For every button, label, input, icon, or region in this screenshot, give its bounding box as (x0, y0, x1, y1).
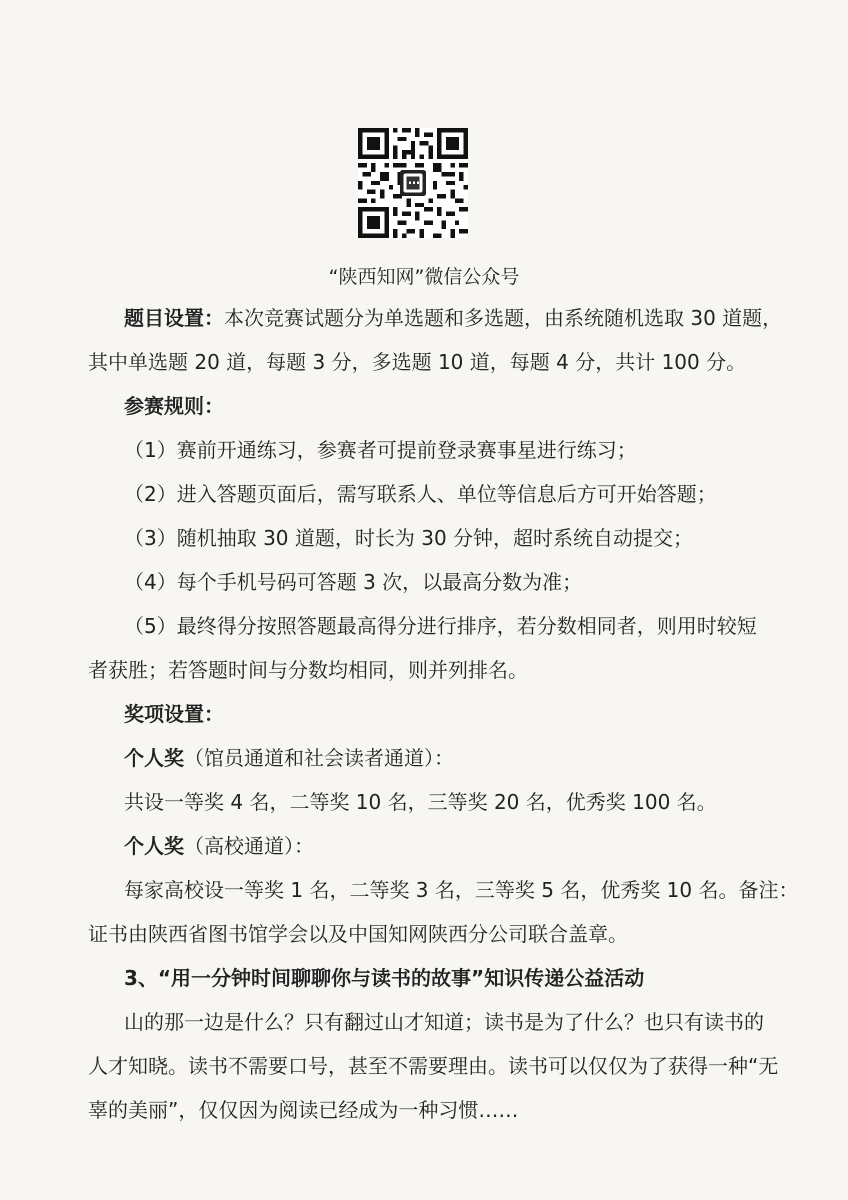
awards-heading: 奖项设置： (124, 702, 224, 726)
topic-setting-text: 本次竞赛试题分为单选题和多选题，由系统随机选取 30 道题， (224, 306, 783, 330)
qr-caption: “陕西知网”微信公众号 (328, 266, 520, 288)
rule-5-line-2: 者获胜；若答题时间与分数均相同，则并列排名。 (88, 658, 528, 682)
rule-2: （2）进入答题页面后，需写联系人、单位等信息后方可开始答题； (124, 482, 717, 506)
personal-award-channel: （馆员通道和社会读者通道）： (184, 746, 454, 770)
rule-4: （4）每个手机号码可答题 3 次，以最高分数为准； (124, 570, 583, 594)
personal-award-university-detail-1: 每家高校设一等奖 1 名，二等奖 3 名，三等奖 5 名，优秀奖 10 名。备注： (124, 878, 799, 902)
personal-award-label: 个人奖 (124, 746, 184, 770)
topic-setting-label: 题目设置： (124, 306, 224, 330)
rule-1: （1）赛前开通练习，参赛者可提前登录赛事星进行练习； (124, 438, 637, 462)
personal-award-label: 个人奖 (124, 834, 184, 858)
rule-3: （3）随机抽取 30 道题，时长为 30 分钟，超时系统自动提交； (124, 526, 694, 550)
section-3-paragraph-line-1: 山的那一边是什么？只有翻过山才知道；读书是为了什么？也只有读书的 (124, 1010, 764, 1034)
personal-award-university-heading (124, 832, 314, 860)
personal-award-general-heading (124, 744, 454, 772)
section-3-paragraph-line-2: 人才知晓。读书不需要口号，甚至不需要理由。读书可以仅仅为了获得一种“无 (88, 1054, 779, 1078)
rules-heading: 参赛规则： (124, 394, 224, 418)
personal-award-channel: （高校通道）： (184, 834, 314, 858)
section-3-title: 3、“用一分钟时间聊聊你与读书的故事”知识传递公益活动 (124, 966, 645, 990)
topic-setting-line-2: 其中单选题 20 道，每题 3 分，多选题 10 道，每题 4 分，共计 100 分。 (88, 350, 747, 374)
topic-setting-line-1 (124, 304, 782, 332)
wechat-qr-code (358, 128, 468, 238)
rule-5-line-1: （5）最终得分按照答题最高得分进行排序，若分数相同者，则用时较短 (124, 614, 757, 638)
personal-award-general-detail: 共设一等奖 4 名，二等奖 10 名，三等奖 20 名，优秀奖 100 名。 (124, 790, 717, 814)
section-3-paragraph-line-3: 辜的美丽”，仅仅因为阅读已经成为一种习惯…… (88, 1098, 519, 1122)
personal-award-university-detail-2: 证书由陕西省图书馆学会以及中国知网陕西分公司联合盖章。 (88, 922, 628, 946)
